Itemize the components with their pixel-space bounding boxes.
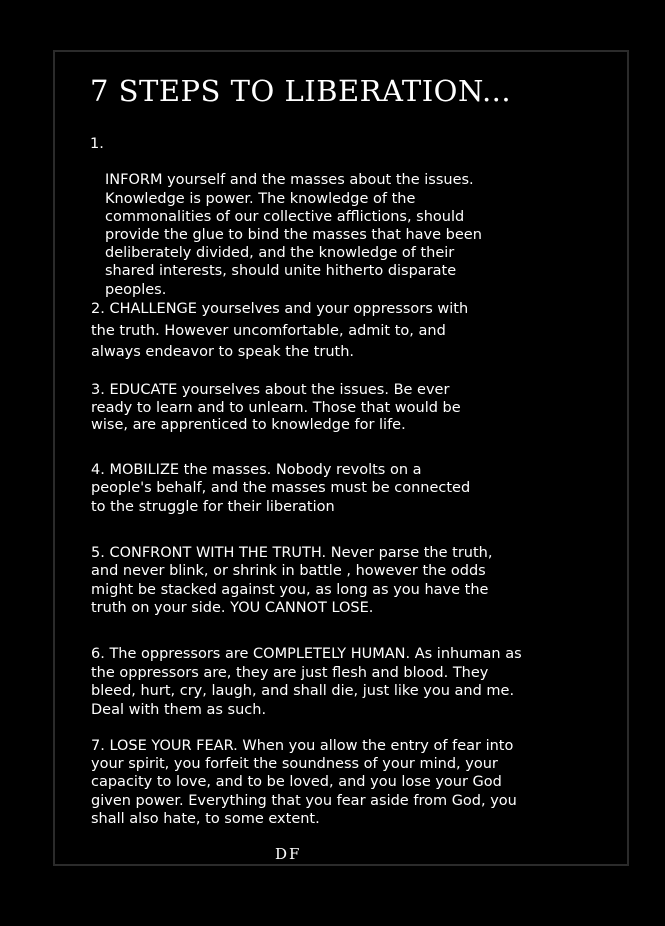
- step-5: 5. CONFRONT WITH THE TRUTH. Never parse the truth, and never blink, or shrink in battle , however the odds might be stacked against you, as long as you have the truth on your side. YOU CANNOT LOSE.: [91, 545, 493, 616]
- step-3: 3. EDUCATE yourselves about the issues. Be ever ready to learn and to unlearn. Those that would be wise, are apprenticed to knowledge for life.: [91, 382, 461, 434]
- step-6: 6. The oppressors are COMPLETELY HUMAN. As inhuman as the oppressors are, they are just flesh and blood. They bleed, hurt, cry, laugh, and shall die, just like you and me. Deal with them as such.: [91, 646, 522, 718]
- step-4: 4. MOBILIZE the masses. Nobody revolts on a people's behalf, and the masses must be connected to the struggle for their liberation: [91, 462, 471, 515]
- step-1-text: INFORM yourself and the masses about the issues. Knowledge is power. The knowledge of the commonalities of our collective afflictions, should provide the glue to bind the masses that have been deliberately divided, and the knowledge of their shared interests, should unite hitherto disparate peoples.: [105, 172, 482, 298]
- step-7: 7. LOSE YOUR FEAR. When you allow the entry of fear into your spirit, you forfeit the soundness of your mind, your capacity to love, and to be loved, and you lose your God given power. Everything that you fear aside from God, you shall also hate, to some extent.: [91, 738, 517, 827]
- step-2: 2. CHALLENGE yourselves and your oppressors with the truth. However uncomfortable, admit to, and always endeavor to speak the truth.: [91, 301, 469, 360]
- step-1-number: 1.: [90, 136, 104, 152]
- page-title: 7 STEPS TO LIBERATION...: [90, 74, 512, 108]
- step-1: [90, 135, 482, 317]
- signature: DF: [275, 845, 302, 863]
